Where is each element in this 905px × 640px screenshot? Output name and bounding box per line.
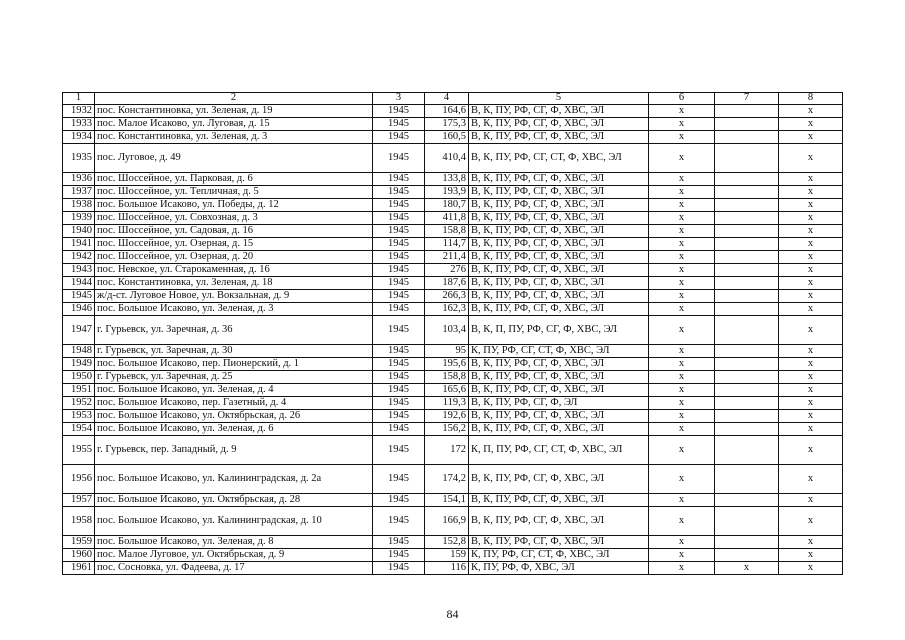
- year-cell: 1945: [373, 251, 425, 264]
- utilities-cell: В, К, ПУ, РФ, СГ, Ф, ХВС, ЭЛ: [469, 277, 649, 290]
- col6-mark: х: [649, 465, 715, 494]
- row-number: 1935: [63, 144, 95, 173]
- col7-mark: [715, 118, 779, 131]
- col6-mark: х: [649, 290, 715, 303]
- col7-mark: [715, 290, 779, 303]
- table-row: [63, 131, 843, 144]
- year-cell: 1945: [373, 371, 425, 384]
- table-row: [63, 105, 843, 118]
- col7-mark: [715, 105, 779, 118]
- column-header: 3: [373, 93, 425, 105]
- row-number: 1932: [63, 105, 95, 118]
- table-row: [63, 173, 843, 186]
- table-row: [63, 562, 843, 575]
- year-cell: 1945: [373, 384, 425, 397]
- area-cell: 159: [425, 549, 469, 562]
- table-row: [63, 290, 843, 303]
- col6-mark: х: [649, 316, 715, 345]
- col8-mark: х: [779, 536, 843, 549]
- address-cell: пос. Большое Исаково, ул. Зеленая, д. 6: [95, 423, 373, 436]
- year-cell: 1945: [373, 507, 425, 536]
- row-number: 1934: [63, 131, 95, 144]
- col6-mark: х: [649, 131, 715, 144]
- table-row: [63, 397, 843, 410]
- utilities-cell: В, К, ПУ, РФ, СГ, Ф, ХВС, ЭЛ: [469, 131, 649, 144]
- area-cell: 411,8: [425, 212, 469, 225]
- year-cell: 1945: [373, 549, 425, 562]
- utilities-cell: К, ПУ, РФ, Ф, ХВС, ЭЛ: [469, 562, 649, 575]
- col7-mark: [715, 173, 779, 186]
- col6-mark: х: [649, 494, 715, 507]
- area-cell: 172: [425, 436, 469, 465]
- table-row: [63, 423, 843, 436]
- area-cell: 162,3: [425, 303, 469, 316]
- utilities-cell: В, К, ПУ, РФ, СГ, Ф, ХВС, ЭЛ: [469, 105, 649, 118]
- area-cell: 276: [425, 264, 469, 277]
- year-cell: 1945: [373, 199, 425, 212]
- area-cell: 95: [425, 345, 469, 358]
- address-cell: г. Гурьевск, пер. Западный, д. 9: [95, 436, 373, 465]
- area-cell: 410,4: [425, 144, 469, 173]
- header-row: [63, 93, 843, 105]
- col7-mark: [715, 397, 779, 410]
- year-cell: 1945: [373, 397, 425, 410]
- address-cell: пос. Константиновка, ул. Зеленая, д. 19: [95, 105, 373, 118]
- area-cell: 154,1: [425, 494, 469, 507]
- col7-mark: [715, 225, 779, 238]
- col8-mark: х: [779, 507, 843, 536]
- area-cell: 195,6: [425, 358, 469, 371]
- col6-mark: х: [649, 436, 715, 465]
- row-number: 1933: [63, 118, 95, 131]
- col7-mark: [715, 494, 779, 507]
- address-cell: пос. Большое Исаково, пер. Газетный, д. 4: [95, 397, 373, 410]
- col8-mark: х: [779, 562, 843, 575]
- col8-mark: х: [779, 173, 843, 186]
- table-row: [63, 494, 843, 507]
- address-cell: пос. Шоссейное, ул. Парковая, д. 6: [95, 173, 373, 186]
- col7-mark: [715, 465, 779, 494]
- area-cell: 116: [425, 562, 469, 575]
- utilities-cell: В, К, ПУ, РФ, СГ, Ф, ХВС, ЭЛ: [469, 384, 649, 397]
- utilities-cell: К, П, ПУ, РФ, СГ, СТ, Ф, ХВС, ЭЛ: [469, 436, 649, 465]
- col8-mark: х: [779, 303, 843, 316]
- table-row: [63, 436, 843, 465]
- col7-mark: [715, 316, 779, 345]
- area-cell: 180,7: [425, 199, 469, 212]
- col7-mark: [715, 144, 779, 173]
- col6-mark: х: [649, 212, 715, 225]
- utilities-cell: В, К, ПУ, РФ, СГ, Ф, ХВС, ЭЛ: [469, 199, 649, 212]
- col7-mark: [715, 384, 779, 397]
- year-cell: 1945: [373, 303, 425, 316]
- column-header: 6: [649, 93, 715, 105]
- col7-mark: [715, 549, 779, 562]
- utilities-cell: В, К, ПУ, РФ, СГ, Ф, ХВС, ЭЛ: [469, 536, 649, 549]
- address-cell: пос. Шоссейное, ул. Садовая, д. 16: [95, 225, 373, 238]
- table-row: [63, 212, 843, 225]
- col8-mark: х: [779, 371, 843, 384]
- utilities-cell: В, К, ПУ, РФ, СГ, СТ, Ф, ХВС, ЭЛ: [469, 144, 649, 173]
- col8-mark: х: [779, 494, 843, 507]
- address-cell: пос. Большое Исаково, ул. Зеленая, д. 3: [95, 303, 373, 316]
- address-cell: пос. Большое Исаково, пер. Пионерский, д. 1: [95, 358, 373, 371]
- table-row: [63, 199, 843, 212]
- table-row: [63, 303, 843, 316]
- row-number: 1960: [63, 549, 95, 562]
- address-cell: пос. Константиновка, ул. Зеленая, д. 3: [95, 131, 373, 144]
- utilities-cell: В, К, П, ПУ, РФ, СГ, Ф, ХВС, ЭЛ: [469, 316, 649, 345]
- year-cell: 1945: [373, 105, 425, 118]
- col6-mark: х: [649, 238, 715, 251]
- col6-mark: х: [649, 358, 715, 371]
- table-row: [63, 118, 843, 131]
- row-number: 1942: [63, 251, 95, 264]
- col6-mark: х: [649, 423, 715, 436]
- area-cell: 103,4: [425, 316, 469, 345]
- column-header: 8: [779, 93, 843, 105]
- row-number: 1947: [63, 316, 95, 345]
- year-cell: 1945: [373, 238, 425, 251]
- year-cell: 1945: [373, 144, 425, 173]
- year-cell: 1945: [373, 494, 425, 507]
- area-cell: 164,6: [425, 105, 469, 118]
- address-cell: пос. Большое Исаково, ул. Октябрьская, д. 26: [95, 410, 373, 423]
- col8-mark: х: [779, 345, 843, 358]
- col6-mark: х: [649, 345, 715, 358]
- address-cell: г. Гурьевск, ул. Заречная, д. 36: [95, 316, 373, 345]
- col8-mark: х: [779, 277, 843, 290]
- col8-mark: х: [779, 118, 843, 131]
- address-cell: пос. Большое Исаково, ул. Калининградская, д. 2а: [95, 465, 373, 494]
- col8-mark: х: [779, 436, 843, 465]
- col8-mark: х: [779, 358, 843, 371]
- year-cell: 1945: [373, 131, 425, 144]
- row-number: 1953: [63, 410, 95, 423]
- year-cell: 1945: [373, 536, 425, 549]
- row-number: 1952: [63, 397, 95, 410]
- row-number: 1950: [63, 371, 95, 384]
- utilities-cell: В, К, ПУ, РФ, СГ, Ф, ХВС, ЭЛ: [469, 186, 649, 199]
- col8-mark: х: [779, 423, 843, 436]
- col8-mark: х: [779, 410, 843, 423]
- col7-mark: [715, 436, 779, 465]
- col8-mark: х: [779, 186, 843, 199]
- utilities-cell: В, К, ПУ, РФ, СГ, Ф, ХВС, ЭЛ: [469, 290, 649, 303]
- col8-mark: х: [779, 549, 843, 562]
- col7-mark: [715, 410, 779, 423]
- row-number: 1949: [63, 358, 95, 371]
- utilities-cell: В, К, ПУ, РФ, СГ, Ф, ХВС, ЭЛ: [469, 494, 649, 507]
- row-number: 1954: [63, 423, 95, 436]
- utilities-cell: К, ПУ, РФ, СГ, СТ, Ф, ХВС, ЭЛ: [469, 345, 649, 358]
- address-cell: пос. Большое Исаково, ул. Победы, д. 12: [95, 199, 373, 212]
- year-cell: 1945: [373, 186, 425, 199]
- column-header: 7: [715, 93, 779, 105]
- table-row: [63, 186, 843, 199]
- row-number: 1943: [63, 264, 95, 277]
- column-header: 5: [469, 93, 649, 105]
- row-number: 1941: [63, 238, 95, 251]
- address-cell: пос. Сосновка, ул. Фадеева, д. 17: [95, 562, 373, 575]
- area-cell: 174,2: [425, 465, 469, 494]
- year-cell: 1945: [373, 118, 425, 131]
- col7-mark: [715, 345, 779, 358]
- year-cell: 1945: [373, 345, 425, 358]
- col7-mark: [715, 507, 779, 536]
- utilities-cell: В, К, ПУ, РФ, СГ, Ф, ХВС, ЭЛ: [469, 423, 649, 436]
- year-cell: 1945: [373, 212, 425, 225]
- table-row: [63, 225, 843, 238]
- col7-mark: [715, 212, 779, 225]
- area-cell: 211,4: [425, 251, 469, 264]
- table-row: [63, 536, 843, 549]
- row-number: 1944: [63, 277, 95, 290]
- address-cell: пос. Шоссейное, ул. Совхозная, д. 3: [95, 212, 373, 225]
- address-cell: пос. Невское, ул. Старокаменная, д. 16: [95, 264, 373, 277]
- area-cell: 160,5: [425, 131, 469, 144]
- area-cell: 165,6: [425, 384, 469, 397]
- utilities-cell: В, К, ПУ, РФ, СГ, Ф, ХВС, ЭЛ: [469, 264, 649, 277]
- col7-mark: [715, 358, 779, 371]
- col8-mark: х: [779, 397, 843, 410]
- col6-mark: х: [649, 303, 715, 316]
- col7-mark: [715, 423, 779, 436]
- col6-mark: х: [649, 549, 715, 562]
- area-cell: 266,3: [425, 290, 469, 303]
- col8-mark: х: [779, 251, 843, 264]
- row-number: 1939: [63, 212, 95, 225]
- year-cell: 1945: [373, 264, 425, 277]
- year-cell: 1945: [373, 173, 425, 186]
- column-header: 4: [425, 93, 469, 105]
- utilities-cell: В, К, ПУ, РФ, СГ, Ф, ХВС, ЭЛ: [469, 507, 649, 536]
- col7-mark: [715, 131, 779, 144]
- col7-mark: [715, 186, 779, 199]
- table-row: [63, 264, 843, 277]
- table-row: [63, 384, 843, 397]
- row-number: 1945: [63, 290, 95, 303]
- col7-mark: [715, 264, 779, 277]
- address-cell: пос. Шоссейное, ул. Тепличная, д. 5: [95, 186, 373, 199]
- row-number: 1940: [63, 225, 95, 238]
- col6-mark: х: [649, 251, 715, 264]
- col6-mark: х: [649, 186, 715, 199]
- col8-mark: х: [779, 316, 843, 345]
- col6-mark: х: [649, 507, 715, 536]
- col8-mark: х: [779, 384, 843, 397]
- row-number: 1951: [63, 384, 95, 397]
- utilities-cell: В, К, ПУ, РФ, СГ, Ф, ХВС, ЭЛ: [469, 303, 649, 316]
- col6-mark: х: [649, 277, 715, 290]
- col7-mark: [715, 238, 779, 251]
- area-cell: 114,7: [425, 238, 469, 251]
- utilities-cell: В, К, ПУ, РФ, СГ, Ф, ХВС, ЭЛ: [469, 465, 649, 494]
- table-row: [63, 251, 843, 264]
- table-row: [63, 410, 843, 423]
- year-cell: 1945: [373, 436, 425, 465]
- row-number: 1956: [63, 465, 95, 494]
- table-row: [63, 465, 843, 494]
- col7-mark: [715, 536, 779, 549]
- area-cell: 119,3: [425, 397, 469, 410]
- utilities-cell: К, ПУ, РФ, СГ, СТ, Ф, ХВС, ЭЛ: [469, 549, 649, 562]
- area-cell: 166,9: [425, 507, 469, 536]
- table-row: [63, 316, 843, 345]
- year-cell: 1945: [373, 423, 425, 436]
- address-cell: пос. Малое Луговое, ул. Октябрьская, д. 9: [95, 549, 373, 562]
- col7-mark: [715, 277, 779, 290]
- col6-mark: х: [649, 410, 715, 423]
- page-number: 84: [446, 607, 459, 621]
- table-row: [63, 507, 843, 536]
- area-cell: 158,8: [425, 225, 469, 238]
- address-cell: пос. Большое Исаково, ул. Октябрьская, д. 28: [95, 494, 373, 507]
- row-number: 1948: [63, 345, 95, 358]
- area-cell: 175,3: [425, 118, 469, 131]
- year-cell: 1945: [373, 358, 425, 371]
- address-cell: пос. Большое Исаково, ул. Зеленая, д. 8: [95, 536, 373, 549]
- utilities-cell: В, К, ПУ, РФ, СГ, Ф, ХВС, ЭЛ: [469, 410, 649, 423]
- col6-mark: х: [649, 384, 715, 397]
- col7-mark: [715, 371, 779, 384]
- col8-mark: х: [779, 105, 843, 118]
- row-number: 1946: [63, 303, 95, 316]
- col6-mark: х: [649, 144, 715, 173]
- column-header: 1: [63, 93, 95, 105]
- col6-mark: х: [649, 118, 715, 131]
- col6-mark: х: [649, 199, 715, 212]
- col8-mark: х: [779, 144, 843, 173]
- col8-mark: х: [779, 238, 843, 251]
- utilities-cell: В, К, ПУ, РФ, СГ, Ф, ХВС, ЭЛ: [469, 251, 649, 264]
- utilities-cell: В, К, ПУ, РФ, СГ, Ф, ЭЛ: [469, 397, 649, 410]
- row-number: 1958: [63, 507, 95, 536]
- address-cell: пос. Константиновка, ул. Зеленая, д. 18: [95, 277, 373, 290]
- utilities-cell: В, К, ПУ, РФ, СГ, Ф, ХВС, ЭЛ: [469, 358, 649, 371]
- address-cell: ж/д-ст. Луговое Новое, ул. Вокзальная, д. 9: [95, 290, 373, 303]
- col8-mark: х: [779, 264, 843, 277]
- address-cell: г. Гурьевск, ул. Заречная, д. 30: [95, 345, 373, 358]
- utilities-cell: В, К, ПУ, РФ, СГ, Ф, ХВС, ЭЛ: [469, 371, 649, 384]
- table-row: [63, 358, 843, 371]
- table-row: [63, 144, 843, 173]
- row-number: 1936: [63, 173, 95, 186]
- table-row: [63, 277, 843, 290]
- row-number: 1937: [63, 186, 95, 199]
- address-cell: пос. Луговое, д. 49: [95, 144, 373, 173]
- col6-mark: х: [649, 105, 715, 118]
- col8-mark: х: [779, 465, 843, 494]
- address-cell: г. Гурьевск, ул. Заречная, д. 25: [95, 371, 373, 384]
- col8-mark: х: [779, 290, 843, 303]
- column-header: 2: [95, 93, 373, 105]
- area-cell: 156,2: [425, 423, 469, 436]
- utilities-cell: В, К, ПУ, РФ, СГ, Ф, ХВС, ЭЛ: [469, 225, 649, 238]
- area-cell: 192,6: [425, 410, 469, 423]
- col6-mark: х: [649, 371, 715, 384]
- year-cell: 1945: [373, 277, 425, 290]
- col6-mark: х: [649, 562, 715, 575]
- year-cell: 1945: [373, 562, 425, 575]
- address-cell: пос. Большое Исаково, ул. Калининградская, д. 10: [95, 507, 373, 536]
- table-row: [63, 238, 843, 251]
- row-number: 1961: [63, 562, 95, 575]
- area-cell: 193,9: [425, 186, 469, 199]
- row-number: 1955: [63, 436, 95, 465]
- utilities-cell: В, К, ПУ, РФ, СГ, Ф, ХВС, ЭЛ: [469, 118, 649, 131]
- col7-mark: [715, 199, 779, 212]
- area-cell: 133,8: [425, 173, 469, 186]
- table-row: [63, 371, 843, 384]
- utilities-cell: В, К, ПУ, РФ, СГ, Ф, ХВС, ЭЛ: [469, 173, 649, 186]
- col7-mark: х: [715, 562, 779, 575]
- col7-mark: [715, 303, 779, 316]
- row-number: 1938: [63, 199, 95, 212]
- table-row: [63, 549, 843, 562]
- address-cell: пос. Шоссейное, ул. Озерная, д. 15: [95, 238, 373, 251]
- col6-mark: х: [649, 173, 715, 186]
- table-row: [63, 345, 843, 358]
- utilities-cell: В, К, ПУ, РФ, СГ, Ф, ХВС, ЭЛ: [469, 238, 649, 251]
- col6-mark: х: [649, 264, 715, 277]
- utilities-cell: В, К, ПУ, РФ, СГ, Ф, ХВС, ЭЛ: [469, 212, 649, 225]
- year-cell: 1945: [373, 290, 425, 303]
- document-table: [62, 92, 843, 575]
- row-number: 1959: [63, 536, 95, 549]
- address-cell: пос. Малое Исаково, ул. Луговая, д. 15: [95, 118, 373, 131]
- row-number: 1957: [63, 494, 95, 507]
- address-cell: пос. Большое Исаково, ул. Зеленая, д. 4: [95, 384, 373, 397]
- col6-mark: х: [649, 536, 715, 549]
- col8-mark: х: [779, 225, 843, 238]
- area-cell: 158,8: [425, 371, 469, 384]
- year-cell: 1945: [373, 225, 425, 238]
- address-cell: пос. Шоссейное, ул. Озерная, д. 20: [95, 251, 373, 264]
- area-cell: 187,6: [425, 277, 469, 290]
- year-cell: 1945: [373, 465, 425, 494]
- col8-mark: х: [779, 212, 843, 225]
- col7-mark: [715, 251, 779, 264]
- area-cell: 152,8: [425, 536, 469, 549]
- col8-mark: х: [779, 131, 843, 144]
- col6-mark: х: [649, 397, 715, 410]
- year-cell: 1945: [373, 316, 425, 345]
- year-cell: 1945: [373, 410, 425, 423]
- col6-mark: х: [649, 225, 715, 238]
- col8-mark: х: [779, 199, 843, 212]
